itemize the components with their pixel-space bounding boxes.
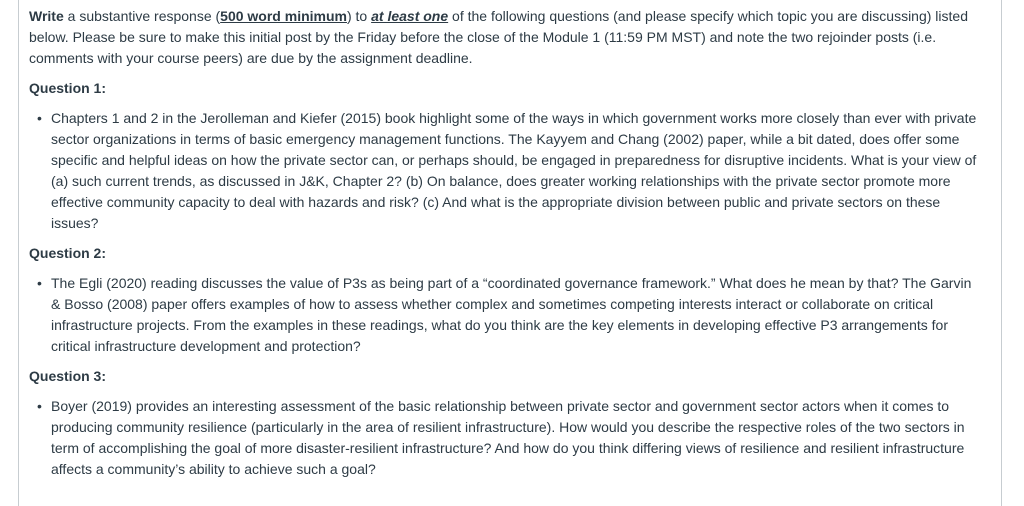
word-minimum: 500 word minimum	[220, 8, 347, 24]
instructions-paragraph	[29, 6, 981, 69]
question-3-list	[29, 396, 981, 480]
question-2-heading: Question 2:	[29, 245, 107, 261]
instructions-text-3: of the following questions (and please specify which topic you are discussing) listed below. Please be sure to make this initial post by the Friday before the close of the Module 1 (11:59 PM MST) and note the two rejoinder posts (i.e. comments with your course peers) are due by the assignment deadline.	[29, 8, 968, 66]
question-3-heading: Question 3:	[29, 368, 107, 384]
at-least-one: at least one	[371, 8, 449, 24]
bullet-icon: •	[37, 275, 42, 291]
discussion-panel	[18, 0, 1002, 506]
question-2-text: The Egli (2020) reading discusses the value of P3s as being part of a “coordinated governance framework.” What does he mean by that? The Garvin & Bosso (2008) paper offers examples of how to assess whether complex and sometimes competing interests interact or collaborate on critical infrastructure projects. From the examples in these readings, what do you think are the key elements in developing effective P3 arrangements for critical infrastructure development and protection?	[51, 275, 972, 354]
question-2-item	[37, 273, 981, 357]
question-3-item	[37, 396, 981, 480]
bullet-icon: •	[37, 110, 42, 126]
instructions-text-1: a substantive response (	[63, 8, 221, 24]
discussion-content	[29, 6, 981, 489]
question-3-text: Boyer (2019) provides an interesting assessment of the basic relationship between private sector and government sector actors when it comes to producing community resilience (particularly in the area of resilient infrastructure). How would you describe the respective roles of the two sectors in term of accomplishing the goal of more disaster-resilient infrastructure? And how do you think differing views of resilience and resilient infrastructure affects a community’s ability to achieve such a goal?	[51, 398, 965, 477]
question-1-heading: Question 1:	[29, 80, 107, 96]
instructions-text-2: ) to	[346, 8, 372, 24]
question-2-list	[29, 273, 981, 357]
bullet-icon: •	[37, 398, 42, 414]
write-label: Write	[29, 8, 64, 24]
question-1-item	[37, 108, 981, 234]
question-1-list	[29, 108, 981, 234]
question-1-text: Chapters 1 and 2 in the Jerolleman and Kiefer (2015) book highlight some of the ways in which government works more closely than ever with private sector organizations in terms of basic emergency management functions. The Kayyem and Chang (2002) paper, while a bit dated, does offer some specific and helpful ideas on how the private sector can, or perhaps should, be engaged in preparedness for disruptive incidents. What is your view of (a) such current trends, as discussed in J&K, Chapter 2? (b) On balance, does greater working relationships with the private sector promote more effective community capacity to deal with hazards and risk? (c) And what is the appropriate division between public and private sectors on these issues?	[51, 110, 977, 231]
